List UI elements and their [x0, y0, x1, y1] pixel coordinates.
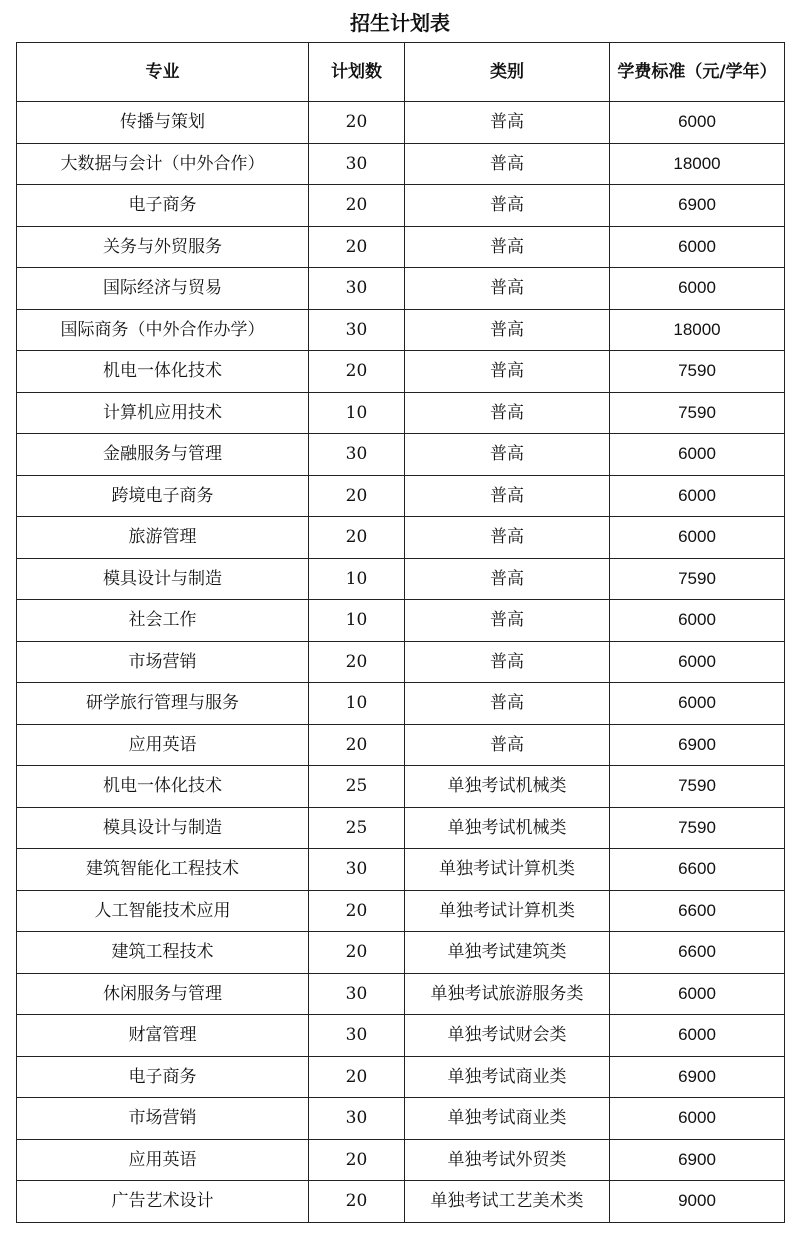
table-row [17, 185, 785, 227]
cell-plan-count: 25 [309, 807, 405, 849]
table-row [17, 517, 785, 559]
cell-tuition: 6000 [610, 475, 785, 517]
table-row [17, 309, 785, 351]
cell-category: 普高 [405, 683, 610, 725]
cell-tuition: 6000 [610, 973, 785, 1015]
table-row [17, 1056, 785, 1098]
cell-tuition: 7590 [610, 351, 785, 393]
cell-major: 建筑工程技术 [17, 932, 309, 974]
cell-category: 单独考试机械类 [405, 766, 610, 808]
cell-plan-count: 25 [309, 766, 405, 808]
cell-plan-count: 20 [309, 102, 405, 144]
cell-category: 普高 [405, 309, 610, 351]
table-row [17, 849, 785, 891]
cell-plan-count: 30 [309, 434, 405, 476]
cell-tuition: 6000 [610, 434, 785, 476]
cell-tuition: 6600 [610, 932, 785, 974]
cell-tuition: 18000 [610, 143, 785, 185]
cell-category: 普高 [405, 143, 610, 185]
table-row [17, 475, 785, 517]
table-row [17, 434, 785, 476]
cell-major: 应用英语 [17, 1139, 309, 1181]
cell-plan-count: 20 [309, 1181, 405, 1223]
cell-plan-count: 20 [309, 1139, 405, 1181]
cell-plan-count: 10 [309, 392, 405, 434]
cell-major: 社会工作 [17, 600, 309, 642]
cell-category: 普高 [405, 558, 610, 600]
table-row [17, 807, 785, 849]
cell-major: 机电一体化技术 [17, 766, 309, 808]
cell-major: 电子商务 [17, 1056, 309, 1098]
cell-major: 机电一体化技术 [17, 351, 309, 393]
table-row [17, 1098, 785, 1140]
cell-plan-count: 20 [309, 932, 405, 974]
cell-category: 普高 [405, 724, 610, 766]
table-row [17, 558, 785, 600]
cell-tuition: 6000 [610, 226, 785, 268]
cell-plan-count: 20 [309, 226, 405, 268]
cell-plan-count: 30 [309, 1098, 405, 1140]
cell-category: 单独考试商业类 [405, 1056, 610, 1098]
table-row [17, 1015, 785, 1057]
cell-plan-count: 20 [309, 185, 405, 227]
cell-plan-count: 10 [309, 600, 405, 642]
table-row [17, 102, 785, 144]
cell-major: 人工智能技术应用 [17, 890, 309, 932]
header-major: 专业 [17, 43, 309, 102]
cell-category: 普高 [405, 517, 610, 559]
cell-category: 单独考试计算机类 [405, 849, 610, 891]
enrollment-plan-table [16, 42, 785, 1223]
cell-plan-count: 10 [309, 558, 405, 600]
cell-tuition: 9000 [610, 1181, 785, 1223]
cell-major: 模具设计与制造 [17, 807, 309, 849]
cell-tuition: 7590 [610, 558, 785, 600]
cell-tuition: 6000 [610, 683, 785, 725]
cell-tuition: 18000 [610, 309, 785, 351]
header-plan-count: 计划数 [309, 43, 405, 102]
table-row [17, 724, 785, 766]
cell-tuition: 6000 [610, 600, 785, 642]
cell-major: 模具设计与制造 [17, 558, 309, 600]
cell-category: 单独考试旅游服务类 [405, 973, 610, 1015]
cell-tuition: 6000 [610, 102, 785, 144]
cell-tuition: 6900 [610, 185, 785, 227]
cell-tuition: 7590 [610, 392, 785, 434]
cell-major: 国际商务（中外合作办学） [17, 309, 309, 351]
cell-plan-count: 20 [309, 890, 405, 932]
cell-tuition: 6000 [610, 641, 785, 683]
cell-major: 金融服务与管理 [17, 434, 309, 476]
cell-category: 普高 [405, 475, 610, 517]
table-row [17, 226, 785, 268]
cell-plan-count: 20 [309, 351, 405, 393]
cell-tuition: 6900 [610, 724, 785, 766]
cell-category: 单独考试工艺美术类 [405, 1181, 610, 1223]
cell-plan-count: 10 [309, 683, 405, 725]
cell-category: 普高 [405, 392, 610, 434]
cell-major: 市场营销 [17, 641, 309, 683]
table-row [17, 392, 785, 434]
cell-tuition: 6000 [610, 1098, 785, 1140]
cell-category: 普高 [405, 641, 610, 683]
cell-plan-count: 20 [309, 517, 405, 559]
table-row [17, 973, 785, 1015]
cell-plan-count: 30 [309, 849, 405, 891]
cell-plan-count: 30 [309, 1015, 405, 1057]
cell-category: 普高 [405, 102, 610, 144]
page-title: 招生计划表 [350, 11, 450, 35]
cell-major: 国际经济与贸易 [17, 268, 309, 310]
cell-tuition: 6000 [610, 1015, 785, 1057]
cell-tuition: 6600 [610, 890, 785, 932]
cell-category: 普高 [405, 268, 610, 310]
cell-plan-count: 20 [309, 724, 405, 766]
cell-plan-count: 30 [309, 309, 405, 351]
table-body [17, 102, 785, 1223]
cell-major: 研学旅行管理与服务 [17, 683, 309, 725]
cell-category: 单独考试财会类 [405, 1015, 610, 1057]
cell-major: 休闲服务与管理 [17, 973, 309, 1015]
table-header-row [17, 43, 785, 102]
cell-tuition: 6600 [610, 849, 785, 891]
header-category: 类别 [405, 43, 610, 102]
table-row [17, 268, 785, 310]
cell-tuition: 6000 [610, 268, 785, 310]
cell-tuition: 6900 [610, 1056, 785, 1098]
cell-tuition: 6900 [610, 1139, 785, 1181]
cell-tuition: 6000 [610, 517, 785, 559]
cell-tuition: 7590 [610, 766, 785, 808]
cell-major: 电子商务 [17, 185, 309, 227]
cell-plan-count: 20 [309, 475, 405, 517]
table-row [17, 600, 785, 642]
cell-category: 普高 [405, 226, 610, 268]
cell-category: 单独考试商业类 [405, 1098, 610, 1140]
cell-category: 单独考试外贸类 [405, 1139, 610, 1181]
table-row [17, 766, 785, 808]
cell-plan-count: 30 [309, 268, 405, 310]
cell-category: 单独考试建筑类 [405, 932, 610, 974]
cell-major: 跨境电子商务 [17, 475, 309, 517]
cell-major: 应用英语 [17, 724, 309, 766]
cell-major: 关务与外贸服务 [17, 226, 309, 268]
cell-major: 广告艺术设计 [17, 1181, 309, 1223]
table-row [17, 932, 785, 974]
cell-plan-count: 30 [309, 143, 405, 185]
table-row [17, 143, 785, 185]
cell-tuition: 7590 [610, 807, 785, 849]
cell-category: 普高 [405, 351, 610, 393]
cell-major: 旅游管理 [17, 517, 309, 559]
cell-category: 单独考试计算机类 [405, 890, 610, 932]
cell-category: 普高 [405, 600, 610, 642]
cell-plan-count: 20 [309, 1056, 405, 1098]
table-row [17, 351, 785, 393]
table-row [17, 1181, 785, 1223]
cell-category: 普高 [405, 185, 610, 227]
table-row [17, 641, 785, 683]
table-row [17, 1139, 785, 1181]
header-tuition: 学费标准（元/学年） [610, 43, 785, 102]
cell-category: 普高 [405, 434, 610, 476]
cell-major: 传播与策划 [17, 102, 309, 144]
cell-category: 单独考试机械类 [405, 807, 610, 849]
cell-major: 计算机应用技术 [17, 392, 309, 434]
cell-major: 财富管理 [17, 1015, 309, 1057]
cell-major: 大数据与会计（中外合作） [17, 143, 309, 185]
cell-plan-count: 20 [309, 641, 405, 683]
table-row [17, 683, 785, 725]
cell-major: 建筑智能化工程技术 [17, 849, 309, 891]
cell-major: 市场营销 [17, 1098, 309, 1140]
table-row [17, 890, 785, 932]
cell-plan-count: 30 [309, 973, 405, 1015]
